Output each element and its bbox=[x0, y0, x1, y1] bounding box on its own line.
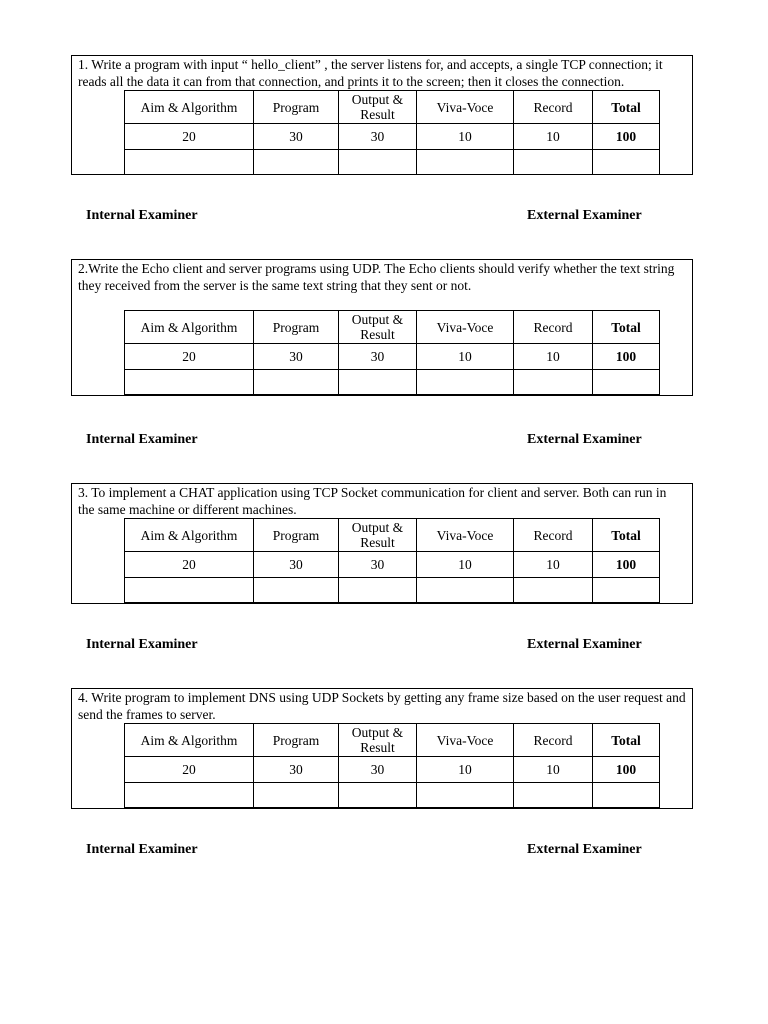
score-total[interactable] bbox=[593, 783, 660, 808]
max-viva-voce: 10 bbox=[417, 344, 514, 370]
score-output-result[interactable] bbox=[339, 150, 417, 175]
header-aim-algorithm: Aim & Algorithm bbox=[125, 519, 254, 552]
max-output-result: 30 bbox=[339, 124, 417, 150]
max-program: 30 bbox=[254, 552, 339, 578]
marks-table bbox=[124, 723, 660, 808]
score-aim-algorithm[interactable] bbox=[125, 578, 254, 603]
score-record[interactable] bbox=[514, 150, 593, 175]
score-total[interactable] bbox=[593, 370, 660, 395]
header-output-result: Output & Result bbox=[339, 519, 417, 552]
max-record: 10 bbox=[514, 124, 593, 150]
external-examiner-label: External Examiner bbox=[527, 842, 642, 857]
max-output-result: 30 bbox=[339, 552, 417, 578]
score-viva-voce[interactable] bbox=[417, 370, 514, 395]
score-output-result[interactable] bbox=[339, 783, 417, 808]
header-total: Total bbox=[593, 91, 660, 124]
header-viva-voce: Viva-Voce bbox=[417, 91, 514, 124]
max-output-result: 30 bbox=[339, 757, 417, 783]
header-viva-voce: Viva-Voce bbox=[417, 519, 514, 552]
max-aim-algorithm: 20 bbox=[125, 124, 254, 150]
experiment-description: 3. To implement a CHAT application using TCP Socket communication for client and server. Both can run in the same machine or different machines. bbox=[78, 485, 667, 517]
score-output-result[interactable] bbox=[339, 370, 417, 395]
experiment-box-2 bbox=[71, 259, 693, 396]
experiment-box-3 bbox=[71, 483, 693, 604]
score-viva-voce[interactable] bbox=[417, 578, 514, 603]
header-record: Record bbox=[514, 311, 593, 344]
score-viva-voce[interactable] bbox=[417, 783, 514, 808]
score-program[interactable] bbox=[254, 578, 339, 603]
header-viva-voce: Viva-Voce bbox=[417, 724, 514, 757]
score-record[interactable] bbox=[514, 783, 593, 808]
score-program[interactable] bbox=[254, 783, 339, 808]
header-total: Total bbox=[593, 519, 660, 552]
max-viva-voce: 10 bbox=[417, 757, 514, 783]
header-aim-algorithm: Aim & Algorithm bbox=[125, 311, 254, 344]
header-program: Program bbox=[254, 91, 339, 124]
experiment-description: 2.Write the Echo client and server programs using UDP. The Echo clients should verify whether the text string they received from the server is the same text string that they sent or not. bbox=[78, 261, 675, 293]
max-viva-voce: 10 bbox=[417, 552, 514, 578]
experiment-box-4 bbox=[71, 688, 693, 809]
header-output-result: Output & Result bbox=[339, 91, 417, 124]
header-aim-algorithm: Aim & Algorithm bbox=[125, 91, 254, 124]
header-record: Record bbox=[514, 519, 593, 552]
max-program: 30 bbox=[254, 344, 339, 370]
score-output-result[interactable] bbox=[339, 578, 417, 603]
experiment-description: 4. Write program to implement DNS using UDP Sockets by getting any frame size based on the user request and send the frames to server. bbox=[78, 690, 686, 722]
header-program: Program bbox=[254, 311, 339, 344]
score-program[interactable] bbox=[254, 370, 339, 395]
max-program: 30 bbox=[254, 757, 339, 783]
max-total: 100 bbox=[593, 552, 660, 578]
max-program: 30 bbox=[254, 124, 339, 150]
max-aim-algorithm: 20 bbox=[125, 344, 254, 370]
score-total[interactable] bbox=[593, 150, 660, 175]
max-aim-algorithm: 20 bbox=[125, 757, 254, 783]
external-examiner-label: External Examiner bbox=[527, 208, 642, 223]
marks-table bbox=[124, 518, 660, 603]
max-record: 10 bbox=[514, 552, 593, 578]
header-output-result: Output & Result bbox=[339, 724, 417, 757]
header-program: Program bbox=[254, 519, 339, 552]
header-total: Total bbox=[593, 724, 660, 757]
header-aim-algorithm: Aim & Algorithm bbox=[125, 724, 254, 757]
marks-table bbox=[124, 90, 660, 175]
score-aim-algorithm[interactable] bbox=[125, 370, 254, 395]
max-viva-voce: 10 bbox=[417, 124, 514, 150]
internal-examiner-label: Internal Examiner bbox=[86, 637, 198, 652]
experiment-description: 1. Write a program with input “ hello_client” , the server listens for, and accepts, a single TCP connection; it reads all the data it can from that connection, and prints it to the screen; then it closes the connection. bbox=[78, 57, 663, 89]
header-program: Program bbox=[254, 724, 339, 757]
experiment-box-1 bbox=[71, 55, 693, 175]
external-examiner-label: External Examiner bbox=[527, 432, 642, 447]
internal-examiner-label: Internal Examiner bbox=[86, 842, 198, 857]
max-total: 100 bbox=[593, 757, 660, 783]
marks-table bbox=[124, 310, 660, 395]
score-aim-algorithm[interactable] bbox=[125, 783, 254, 808]
internal-examiner-label: Internal Examiner bbox=[86, 208, 198, 223]
max-record: 10 bbox=[514, 757, 593, 783]
max-aim-algorithm: 20 bbox=[125, 552, 254, 578]
header-output-result: Output & Result bbox=[339, 311, 417, 344]
max-output-result: 30 bbox=[339, 344, 417, 370]
header-viva-voce: Viva-Voce bbox=[417, 311, 514, 344]
score-total[interactable] bbox=[593, 578, 660, 603]
score-record[interactable] bbox=[514, 578, 593, 603]
header-record: Record bbox=[514, 724, 593, 757]
max-total: 100 bbox=[593, 344, 660, 370]
header-total: Total bbox=[593, 311, 660, 344]
score-viva-voce[interactable] bbox=[417, 150, 514, 175]
external-examiner-label: External Examiner bbox=[527, 637, 642, 652]
max-total: 100 bbox=[593, 124, 660, 150]
score-program[interactable] bbox=[254, 150, 339, 175]
internal-examiner-label: Internal Examiner bbox=[86, 432, 198, 447]
max-record: 10 bbox=[514, 344, 593, 370]
score-aim-algorithm[interactable] bbox=[125, 150, 254, 175]
score-record[interactable] bbox=[514, 370, 593, 395]
header-record: Record bbox=[514, 91, 593, 124]
